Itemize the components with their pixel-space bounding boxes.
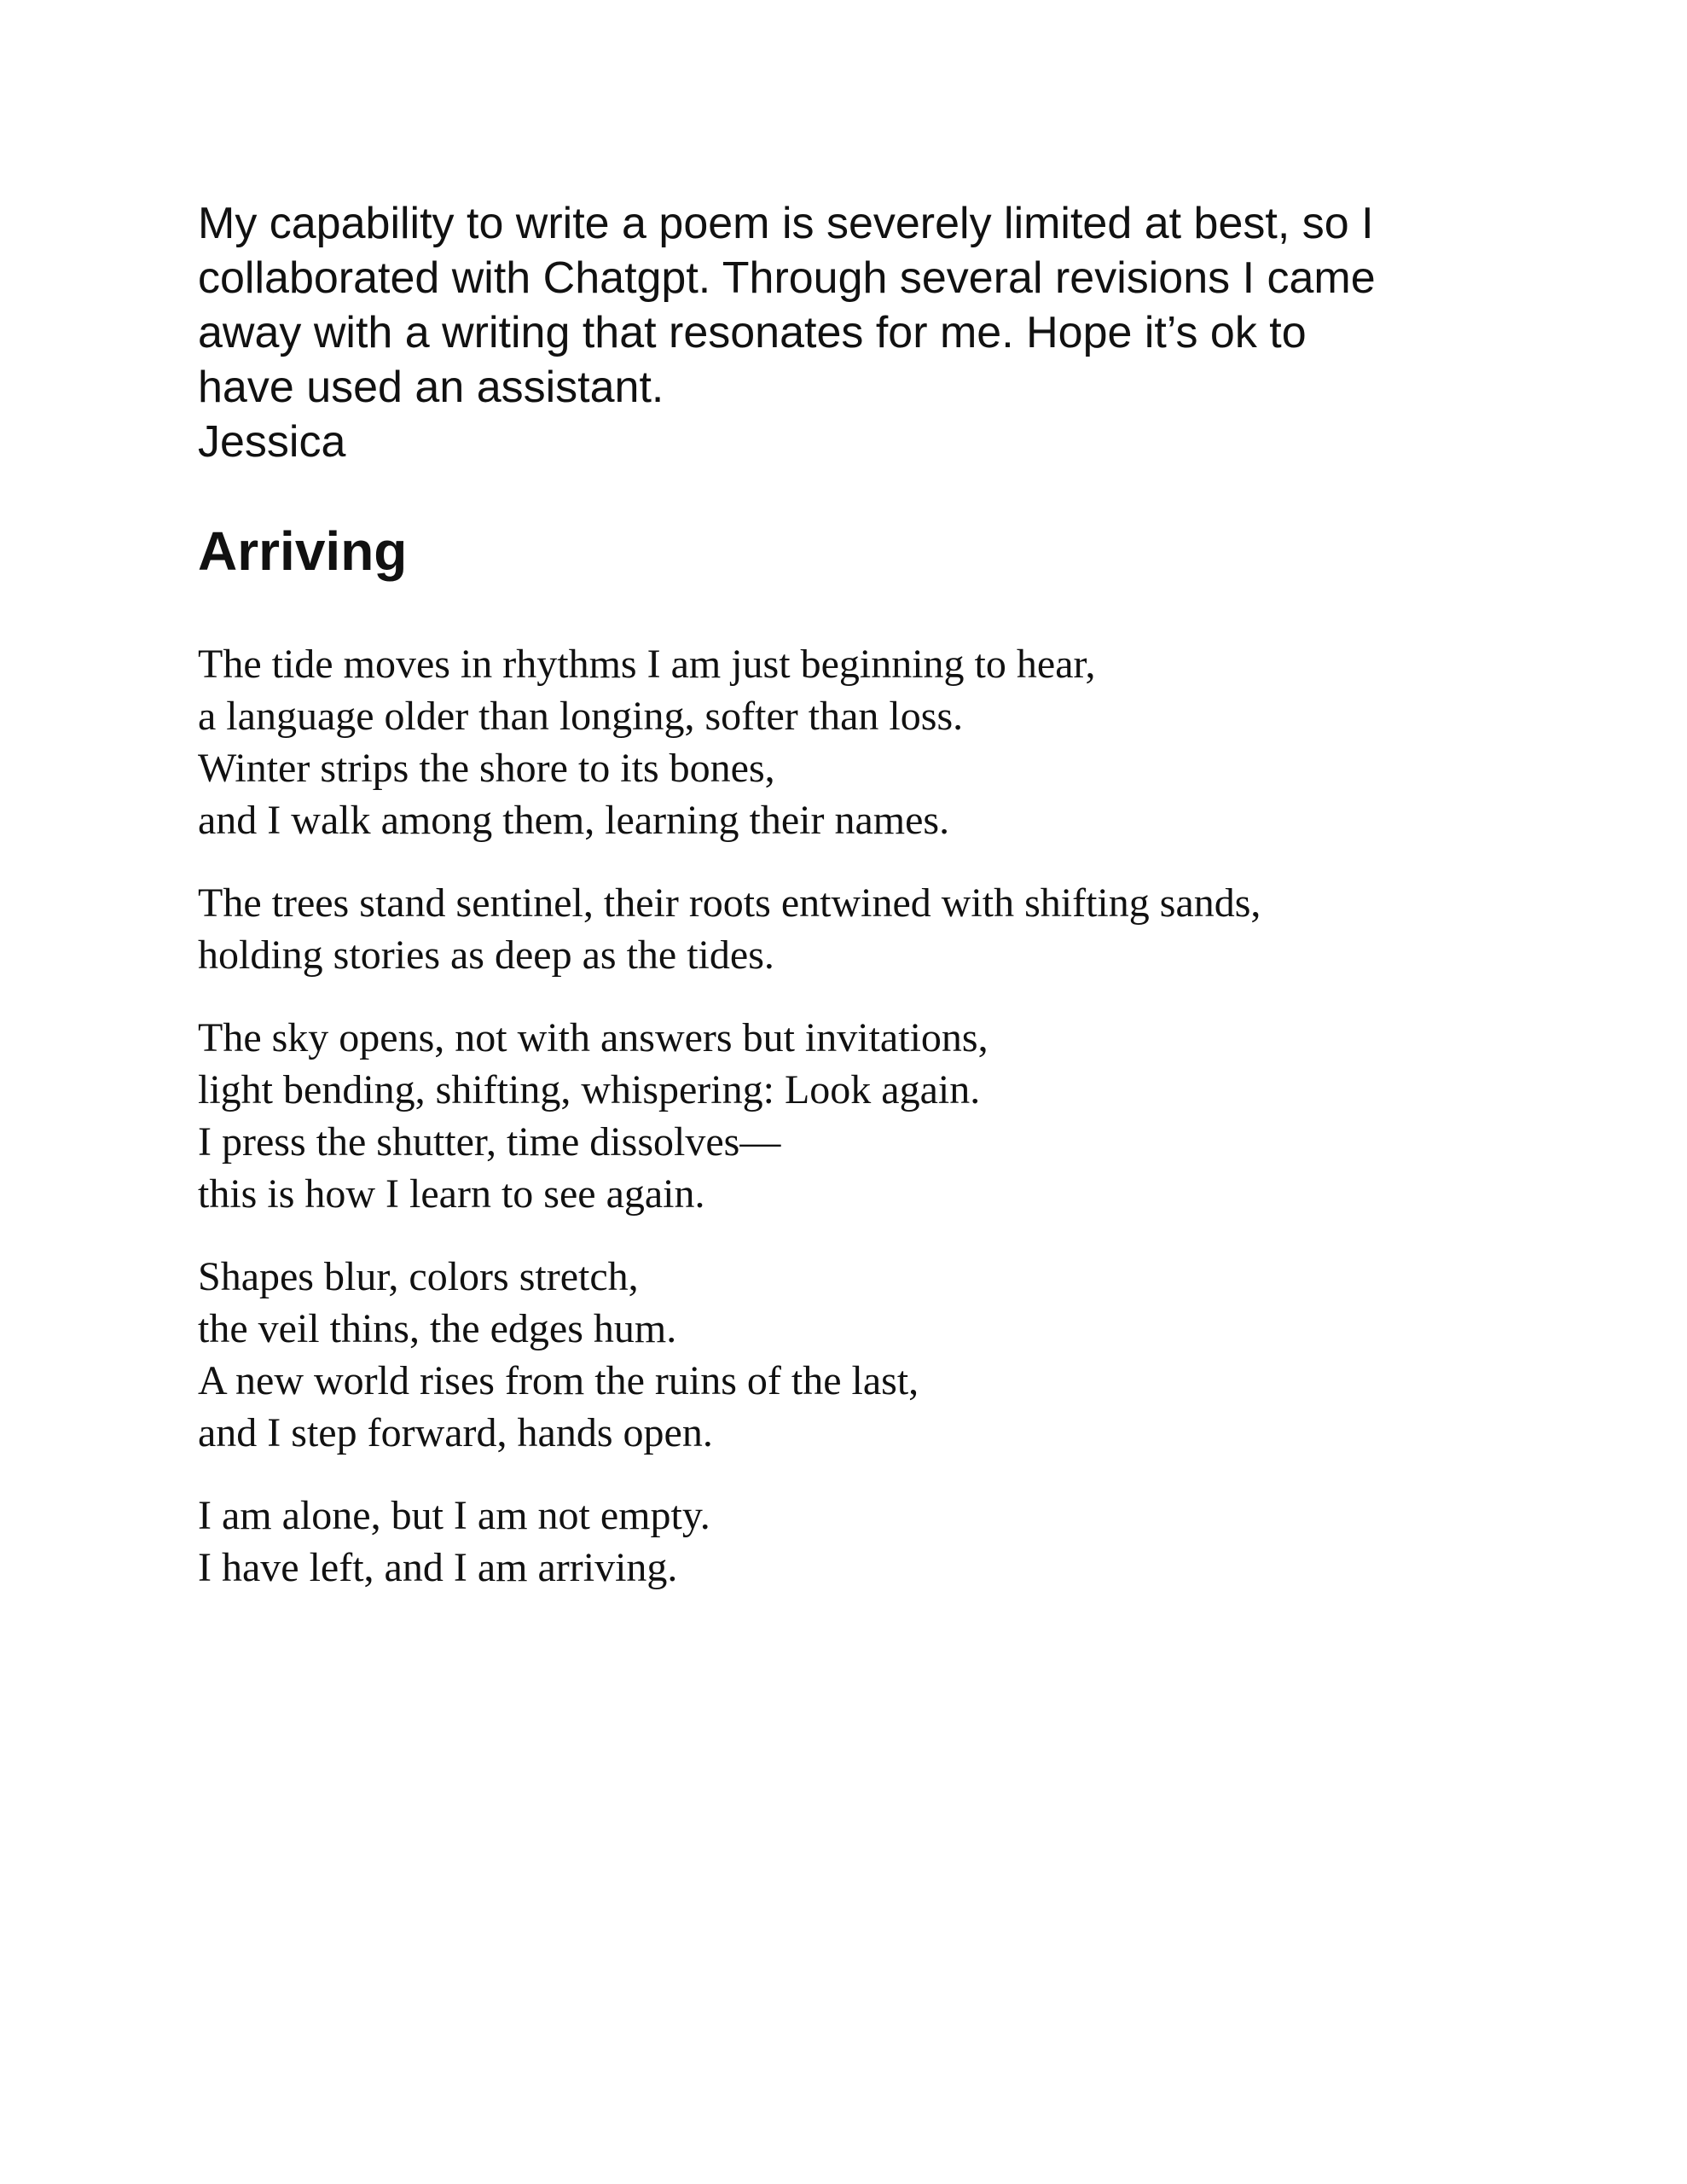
- document-page: [198, 196, 1511, 1624]
- intro-line: My capability to write a poem is severely limited at best, so I: [198, 199, 1374, 248]
- poem-line: A new world rises from the ruins of the last,: [198, 1358, 919, 1403]
- stanza-3: [198, 1012, 1511, 1220]
- poem-line: The sky opens, not with answers but invitations,: [198, 1015, 988, 1060]
- intro-line: away with a writing that resonates for me. Hope it’s ok to: [198, 308, 1307, 357]
- poem-body: [198, 638, 1511, 1594]
- poem-line: the veil thins, the edges hum.: [198, 1306, 677, 1351]
- poem-line: I press the shutter, time dissolves—: [198, 1119, 781, 1165]
- poem-line: I have left, and I am arriving.: [198, 1545, 678, 1590]
- poem-line: The tide moves in rhythms I am just beginning to hear,: [198, 642, 1096, 687]
- poem-line: The trees stand sentinel, their roots entwined with shifting sands,: [198, 880, 1261, 926]
- poem-line: I am alone, but I am not empty.: [198, 1493, 710, 1538]
- poem-line: and I step forward, hands open.: [198, 1410, 713, 1455]
- stanza-2: [198, 877, 1511, 981]
- poem-line: this is how I learn to see again.: [198, 1171, 705, 1217]
- stanza-1: [198, 638, 1511, 846]
- poem-line: holding stories as deep as the tides.: [198, 932, 774, 978]
- intro-line: collaborated with Chatgpt. Through several revisions I came: [198, 253, 1376, 303]
- stanza-4: [198, 1251, 1511, 1459]
- poem-line: and I walk among them, learning their names.: [198, 798, 950, 843]
- poem-line: a language older than longing, softer than loss.: [198, 694, 964, 739]
- intro-note: [198, 196, 1511, 415]
- intro-line: have used an assistant.: [198, 363, 664, 412]
- poem-line: light bending, shifting, whispering: Look again.: [198, 1067, 981, 1112]
- poem-line: Shapes blur, colors stretch,: [198, 1254, 639, 1299]
- poem-title: Arriving: [198, 520, 408, 582]
- poem-line: Winter strips the shore to its bones,: [198, 746, 775, 791]
- stanza-5: [198, 1490, 1511, 1594]
- author-signature: Jessica: [198, 417, 346, 467]
